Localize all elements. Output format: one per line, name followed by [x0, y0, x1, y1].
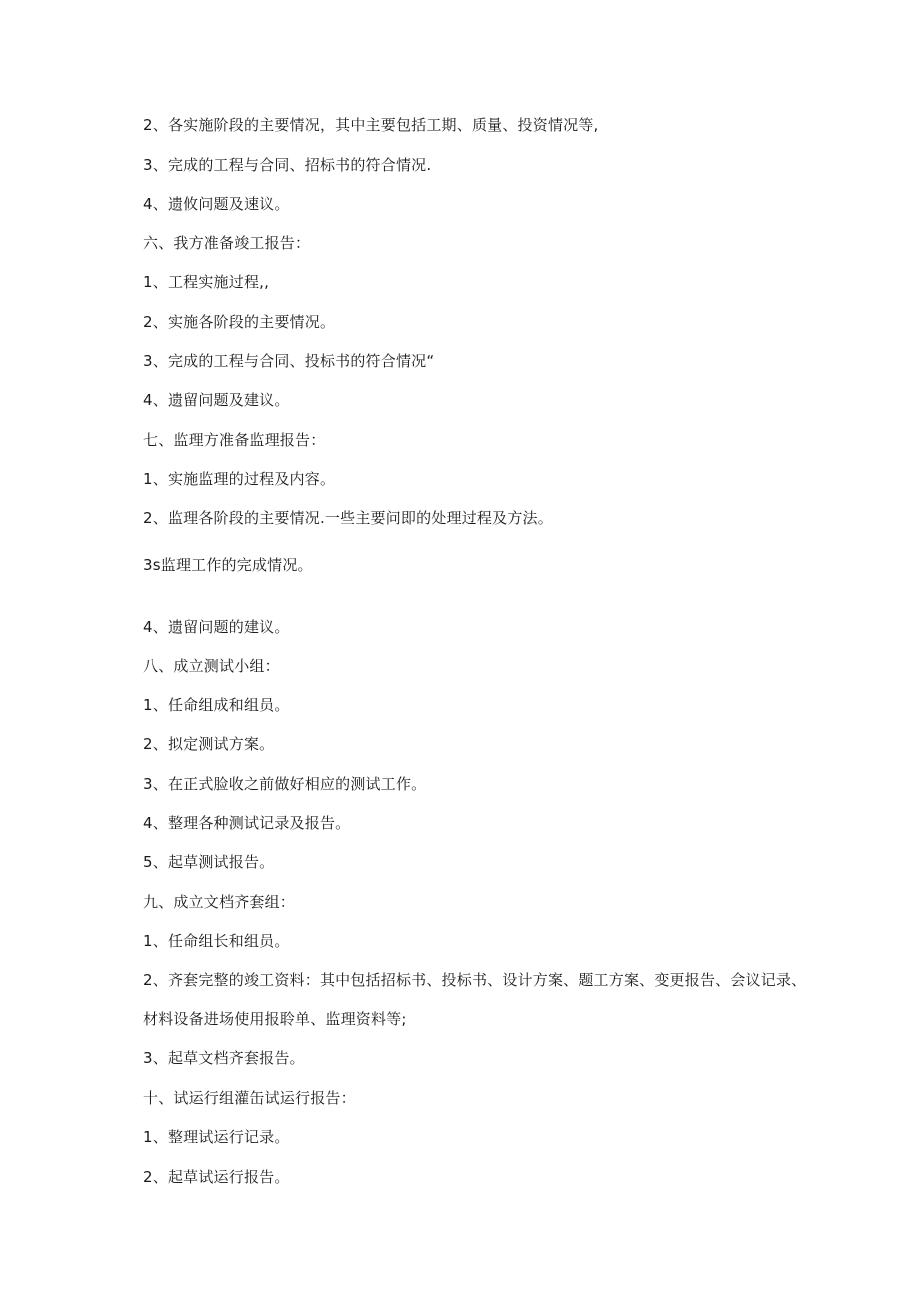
- list-item: 2、实施各阶段的主要情况。: [143, 313, 336, 331]
- list-item: 2、监理各阶段的主要情况.一些主要问即的处理过程及方法。: [143, 509, 553, 527]
- list-item: 5、起草测试报告。: [143, 853, 275, 871]
- list-item: 1、工程实施过程,,: [143, 273, 270, 291]
- list-item: 4、整理各种测试记录及报告。: [143, 814, 351, 832]
- section-heading: 七、监理方准备监理报告：: [143, 431, 326, 449]
- list-item: 3、起草文档齐套报告。: [143, 1049, 305, 1067]
- section-heading: 八、成立测试小组：: [143, 657, 280, 675]
- list-item: 4、遗攸问题及速议。: [143, 195, 290, 213]
- section-heading: 九、成立文档齐套组：: [143, 893, 296, 911]
- list-item: 1、任命组长和组员。: [143, 932, 290, 950]
- list-item: 3s监理工作的完成情况。: [143, 556, 313, 574]
- list-item: 4、遗留问题及建议。: [143, 391, 290, 409]
- list-item: 1、整理试运行记录。: [143, 1128, 290, 1146]
- list-item: 2、拟定测试方案。: [143, 735, 275, 753]
- list-item: 1、实施监理的过程及内容。: [143, 470, 336, 488]
- list-item: 3、在正式脸收之前做好相应的测试工作。: [143, 775, 427, 793]
- list-item: 3、完成的工程与合同、招标书的符合情况.: [143, 156, 432, 174]
- list-item: 4、遗留问题的建议。: [143, 618, 290, 636]
- section-heading: 十、试运行组灌缶试运行报告：: [143, 1089, 356, 1107]
- list-item: 1、任命组成和组员。: [143, 696, 290, 714]
- list-item: 3、完成的工程与合同、投标书的符合情况“: [143, 352, 435, 370]
- list-item: 2、各实施阶段的主要情况，其中主要包括工期、质量、投资情况等,: [143, 116, 599, 134]
- list-item: 2、齐套完整的竣工资料：其中包括招标书、投标书、设计方案、题工方案、变更报告、会议记录、: [143, 971, 807, 989]
- section-heading: 六、我方准备竣工报告：: [143, 234, 311, 252]
- list-item: 2、起草试运行报告。: [143, 1168, 290, 1186]
- list-item-continuation: 材料设备进场使用报聆单、监理资料等;: [143, 1010, 407, 1028]
